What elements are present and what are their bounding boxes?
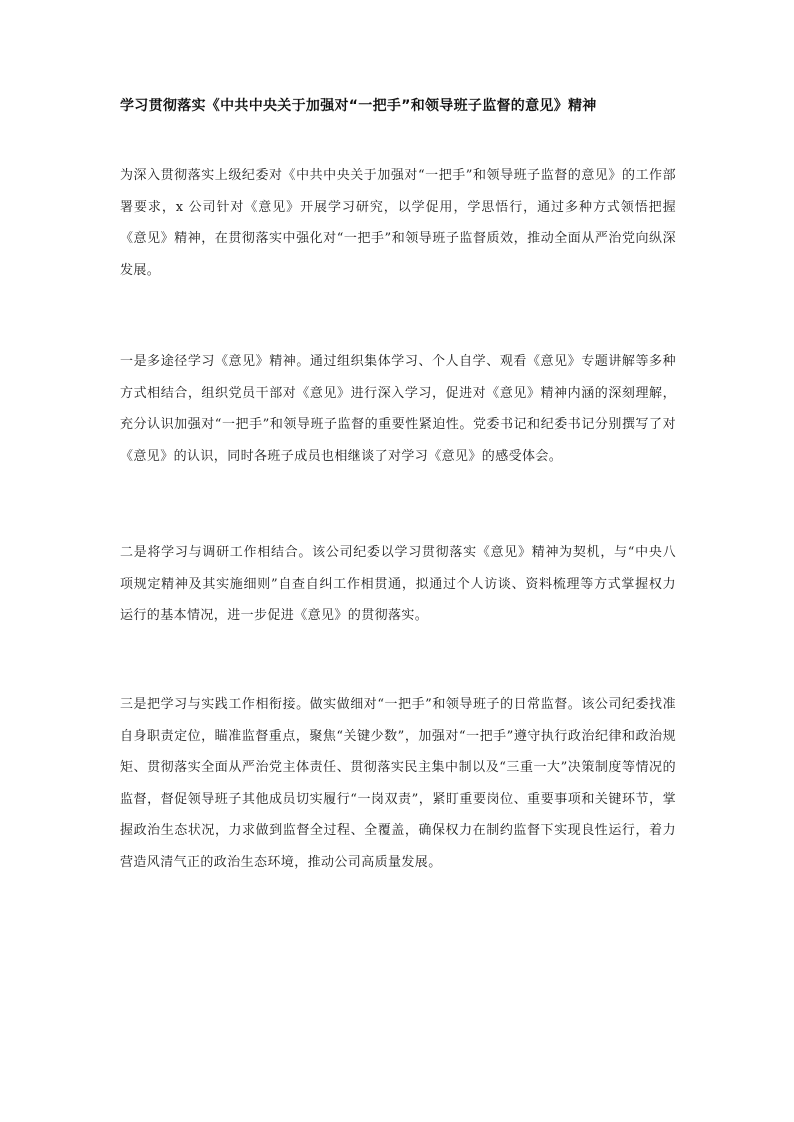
paragraph-intro: 为深入贯彻落实上级纪委对《中共中央关于加强对“一把手”和领导班子监督的意见》的工作部署要求，x 公司针对《意见》开展学习研究，以学促用，学思悟行，通过多种方式领悟把握《意见》精神，在贯彻落实中强化对“一把手”和领导班子监督质效，推动全面从严治党向纵深发展。 (120, 168, 676, 278)
paragraph-point-one: 一是多途径学习《意见》精神。通过组织集体学习、个人自学、观看《意见》专题讲解等多种方式相结合，组织党员干部对《意见》进行深入学习，促进对《意见》精神内涵的深刻理解，充分认识加强对“一把手”和领导班子监督的重要性紧迫性。党委书记和纪委书记分别撰写了对《意见》的认识，同时各班子成员也相继谈了对学习《意见》的感受体会。 (120, 354, 676, 464)
document-title: 学习贯彻落实《中共中央关于加强对“一把手”和领导班子监督的意见》精神 (120, 98, 597, 114)
paragraph-point-three: 三是把学习与实践工作相衔接。做实做细对“一把手”和领导班子的日常监督。该公司纪委找准自身职责定位，瞄准监督重点，聚焦“关键少数”，加强对“一把手”遵守执行政治纪律和政治规矩、贯彻落实全面从严治党主体责任、贯彻落实民主集中制以及“三重一大”决策制度等情况的监督，督促领导班子其他成员切实履行“一岗双责”，紧盯重要岗位、重要事项和关键环节，掌握政治生态状况，力求做到监督全过程、全覆盖，确保权力在制约监督下实现良性运行，着力营造风清气正的政治生态环境，推动公司高质量发展。 (120, 697, 676, 870)
paragraph-point-two: 二是将学习与调研工作相结合。该公司纪委以学习贯彻落实《意见》精神为契机，与“中央八项规定精神及其实施细则”自查自纠工作相贯通，拟通过个人访谈、资料梳理等方式掌握权力运行的基本情况，进一步促进《意见》的贯彻落实。 (120, 545, 676, 623)
